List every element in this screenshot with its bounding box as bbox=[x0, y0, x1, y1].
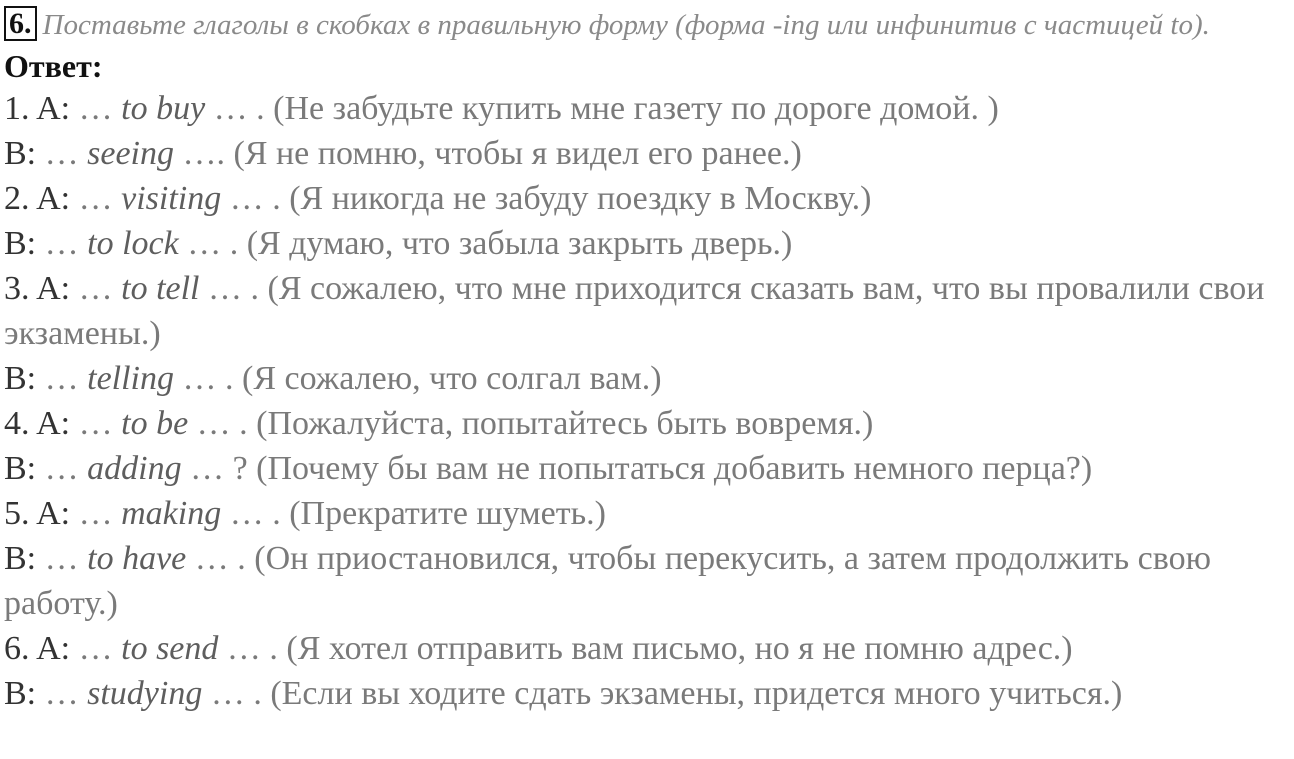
verb-answer: to lock bbox=[87, 225, 179, 262]
ellipsis-before: … bbox=[70, 630, 122, 667]
answer-line bbox=[4, 221, 1290, 266]
ellipsis-before: … bbox=[36, 360, 88, 397]
ellipsis-before: … bbox=[36, 675, 88, 712]
translation: (Прекратите шуметь.) bbox=[289, 495, 606, 532]
answer-line bbox=[4, 671, 1290, 716]
answer-heading: Ответ: bbox=[4, 48, 103, 84]
ellipsis-after: … . bbox=[199, 270, 268, 307]
verb-answer: to send bbox=[121, 630, 219, 667]
ellipsis-after: …. bbox=[173, 135, 234, 172]
translation: (Я хотел отправить вам письмо, но я не помню адрес.) bbox=[286, 630, 1073, 667]
ellipsis-after: … . bbox=[221, 180, 290, 217]
translation: (Я думаю, что забыла закрыть дверь.) bbox=[246, 225, 793, 262]
answer-line bbox=[4, 536, 1290, 626]
ellipsis-before: … bbox=[70, 270, 122, 307]
answer-line bbox=[4, 86, 1290, 131]
answer-line bbox=[4, 626, 1290, 671]
speaker-label: B: bbox=[4, 540, 37, 577]
translation: (Я не помню, чтобы я видел его ранее.) bbox=[233, 135, 802, 172]
speaker-label: B: bbox=[4, 450, 37, 487]
translation: (Я сожалею, что солгал вам.) bbox=[242, 360, 662, 397]
translation: (Почему бы вам не попытаться добавить немного перца?) bbox=[256, 450, 1093, 487]
translation: (Если вы ходите сдать экзамены, придется много учиться.) bbox=[270, 675, 1123, 712]
ellipsis-before: … bbox=[70, 180, 122, 217]
verb-answer: telling bbox=[87, 360, 175, 397]
verb-answer: to have bbox=[87, 540, 187, 577]
speaker-label: B: bbox=[4, 675, 37, 712]
ellipsis-before: … bbox=[36, 135, 88, 172]
ellipsis-after: … ? bbox=[181, 450, 257, 487]
translation: (Пожалуйста, попытайтесь быть вовремя.) bbox=[256, 405, 874, 442]
speaker-label: 2. A: bbox=[4, 180, 71, 217]
speaker-label: B: bbox=[4, 360, 37, 397]
answer-line bbox=[4, 266, 1290, 356]
speaker-label: 3. A: bbox=[4, 270, 71, 307]
ellipsis-after: … . bbox=[174, 360, 243, 397]
translation: (Я никогда не забуду поездку в Москву.) bbox=[289, 180, 872, 217]
ellipsis-after: … . bbox=[205, 90, 274, 127]
answer-line bbox=[4, 131, 1290, 176]
ellipsis-after: … . bbox=[218, 630, 287, 667]
translation: (Не забудьте купить мне газету по дороге домой. ) bbox=[273, 90, 999, 127]
ellipsis-before: … bbox=[70, 405, 122, 442]
ellipsis-after: … . bbox=[202, 675, 271, 712]
translation: (Я сожалею, что мне приходится сказать вам, что вы провалили свои экзамены.) bbox=[4, 270, 1265, 352]
verb-answer: seeing bbox=[87, 135, 174, 172]
ellipsis-after: … . bbox=[221, 495, 290, 532]
answer-line bbox=[4, 446, 1290, 491]
answer-line bbox=[4, 356, 1290, 401]
ellipsis-before: … bbox=[70, 495, 122, 532]
answer-line bbox=[4, 401, 1290, 446]
verb-answer: to tell bbox=[121, 270, 200, 307]
answer-line bbox=[4, 491, 1290, 536]
speaker-label: 6. A: bbox=[4, 630, 71, 667]
verb-answer: to buy bbox=[121, 90, 206, 127]
task-number: 6. bbox=[4, 6, 37, 41]
ellipsis-before: … bbox=[36, 540, 88, 577]
answer-line bbox=[4, 176, 1290, 221]
verb-answer: to be bbox=[121, 405, 189, 442]
exercise-page bbox=[4, 6, 1290, 716]
verb-answer: visiting bbox=[121, 180, 222, 217]
task-instruction: Поставьте глаголы в скобках в правильную форму (форма -ing или инфинитив с частицей to). bbox=[42, 9, 1210, 41]
ellipsis-before: … bbox=[36, 225, 88, 262]
ellipsis-after: … . bbox=[178, 225, 247, 262]
ellipsis-after: … . bbox=[188, 405, 257, 442]
verb-answer: adding bbox=[87, 450, 182, 487]
translation: (Он приостановился, чтобы перекусить, а затем продолжить свою работу.) bbox=[4, 540, 1211, 622]
ellipsis-before: … bbox=[70, 90, 122, 127]
verb-answer: studying bbox=[87, 675, 203, 712]
ellipsis-after: … . bbox=[186, 540, 255, 577]
ellipsis-before: … bbox=[36, 450, 88, 487]
speaker-label: 1. A: bbox=[4, 90, 71, 127]
verb-answer: making bbox=[121, 495, 222, 532]
speaker-label: B: bbox=[4, 135, 37, 172]
speaker-label: 5. A: bbox=[4, 495, 71, 532]
answer-lines bbox=[4, 86, 1290, 716]
speaker-label: 4. A: bbox=[4, 405, 71, 442]
speaker-label: B: bbox=[4, 225, 37, 262]
task-header bbox=[4, 6, 1290, 44]
